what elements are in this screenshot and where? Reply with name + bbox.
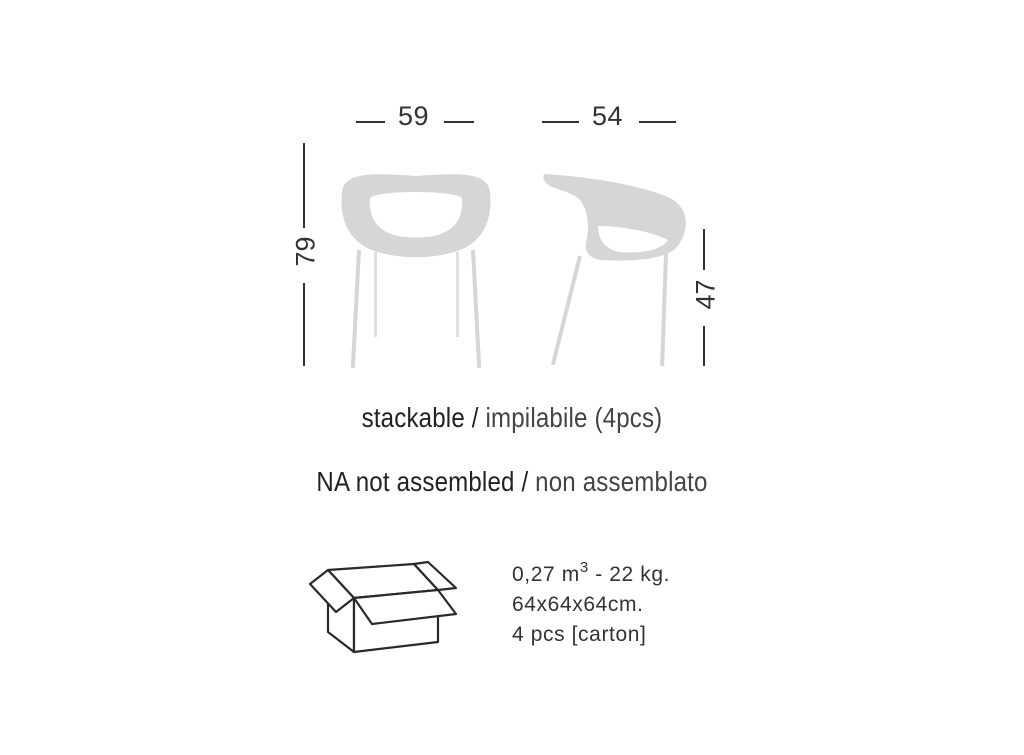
height-dimension-label: 79 <box>290 236 321 267</box>
chair-side-view <box>540 170 700 370</box>
width-dimension-line-left <box>356 121 385 123</box>
stackable-caption <box>72 402 953 434</box>
depth-dimension-line-right <box>639 121 676 123</box>
packaging-volume: 0,27 m <box>512 563 580 586</box>
stackable-caption-light: impilabile (4pcs) <box>478 402 663 433</box>
depth-dimension-line-left <box>542 121 579 123</box>
assembly-caption-light: non assemblato <box>528 466 708 497</box>
packaging-weight: - 22 kg. <box>588 563 671 586</box>
packaging-quantity: 4 pcs [carton] <box>512 623 647 646</box>
open-box-icon <box>306 562 466 662</box>
width-dimension-line-right <box>444 121 474 123</box>
width-dimension-label: 59 <box>398 101 430 131</box>
assembly-caption-bold: NA not assembled / <box>316 466 529 497</box>
height-dimension-line-bottom <box>303 283 305 366</box>
assembly-caption <box>72 466 953 498</box>
packaging-info <box>512 560 670 650</box>
stackable-caption-bold: stackable / <box>361 402 479 433</box>
packaging-size: 64x64x64cm. <box>512 593 644 616</box>
packaging-volume-weight <box>512 560 670 590</box>
depth-dimension-label: 54 <box>592 101 624 131</box>
seat-height-line-top <box>703 229 705 270</box>
chair-front-view <box>336 170 496 370</box>
seat-height-line-bottom <box>703 326 705 366</box>
seat-height-label: 47 <box>690 279 721 310</box>
packaging-volume-exponent: 3 <box>579 559 589 576</box>
height-dimension-line-top <box>303 143 305 228</box>
